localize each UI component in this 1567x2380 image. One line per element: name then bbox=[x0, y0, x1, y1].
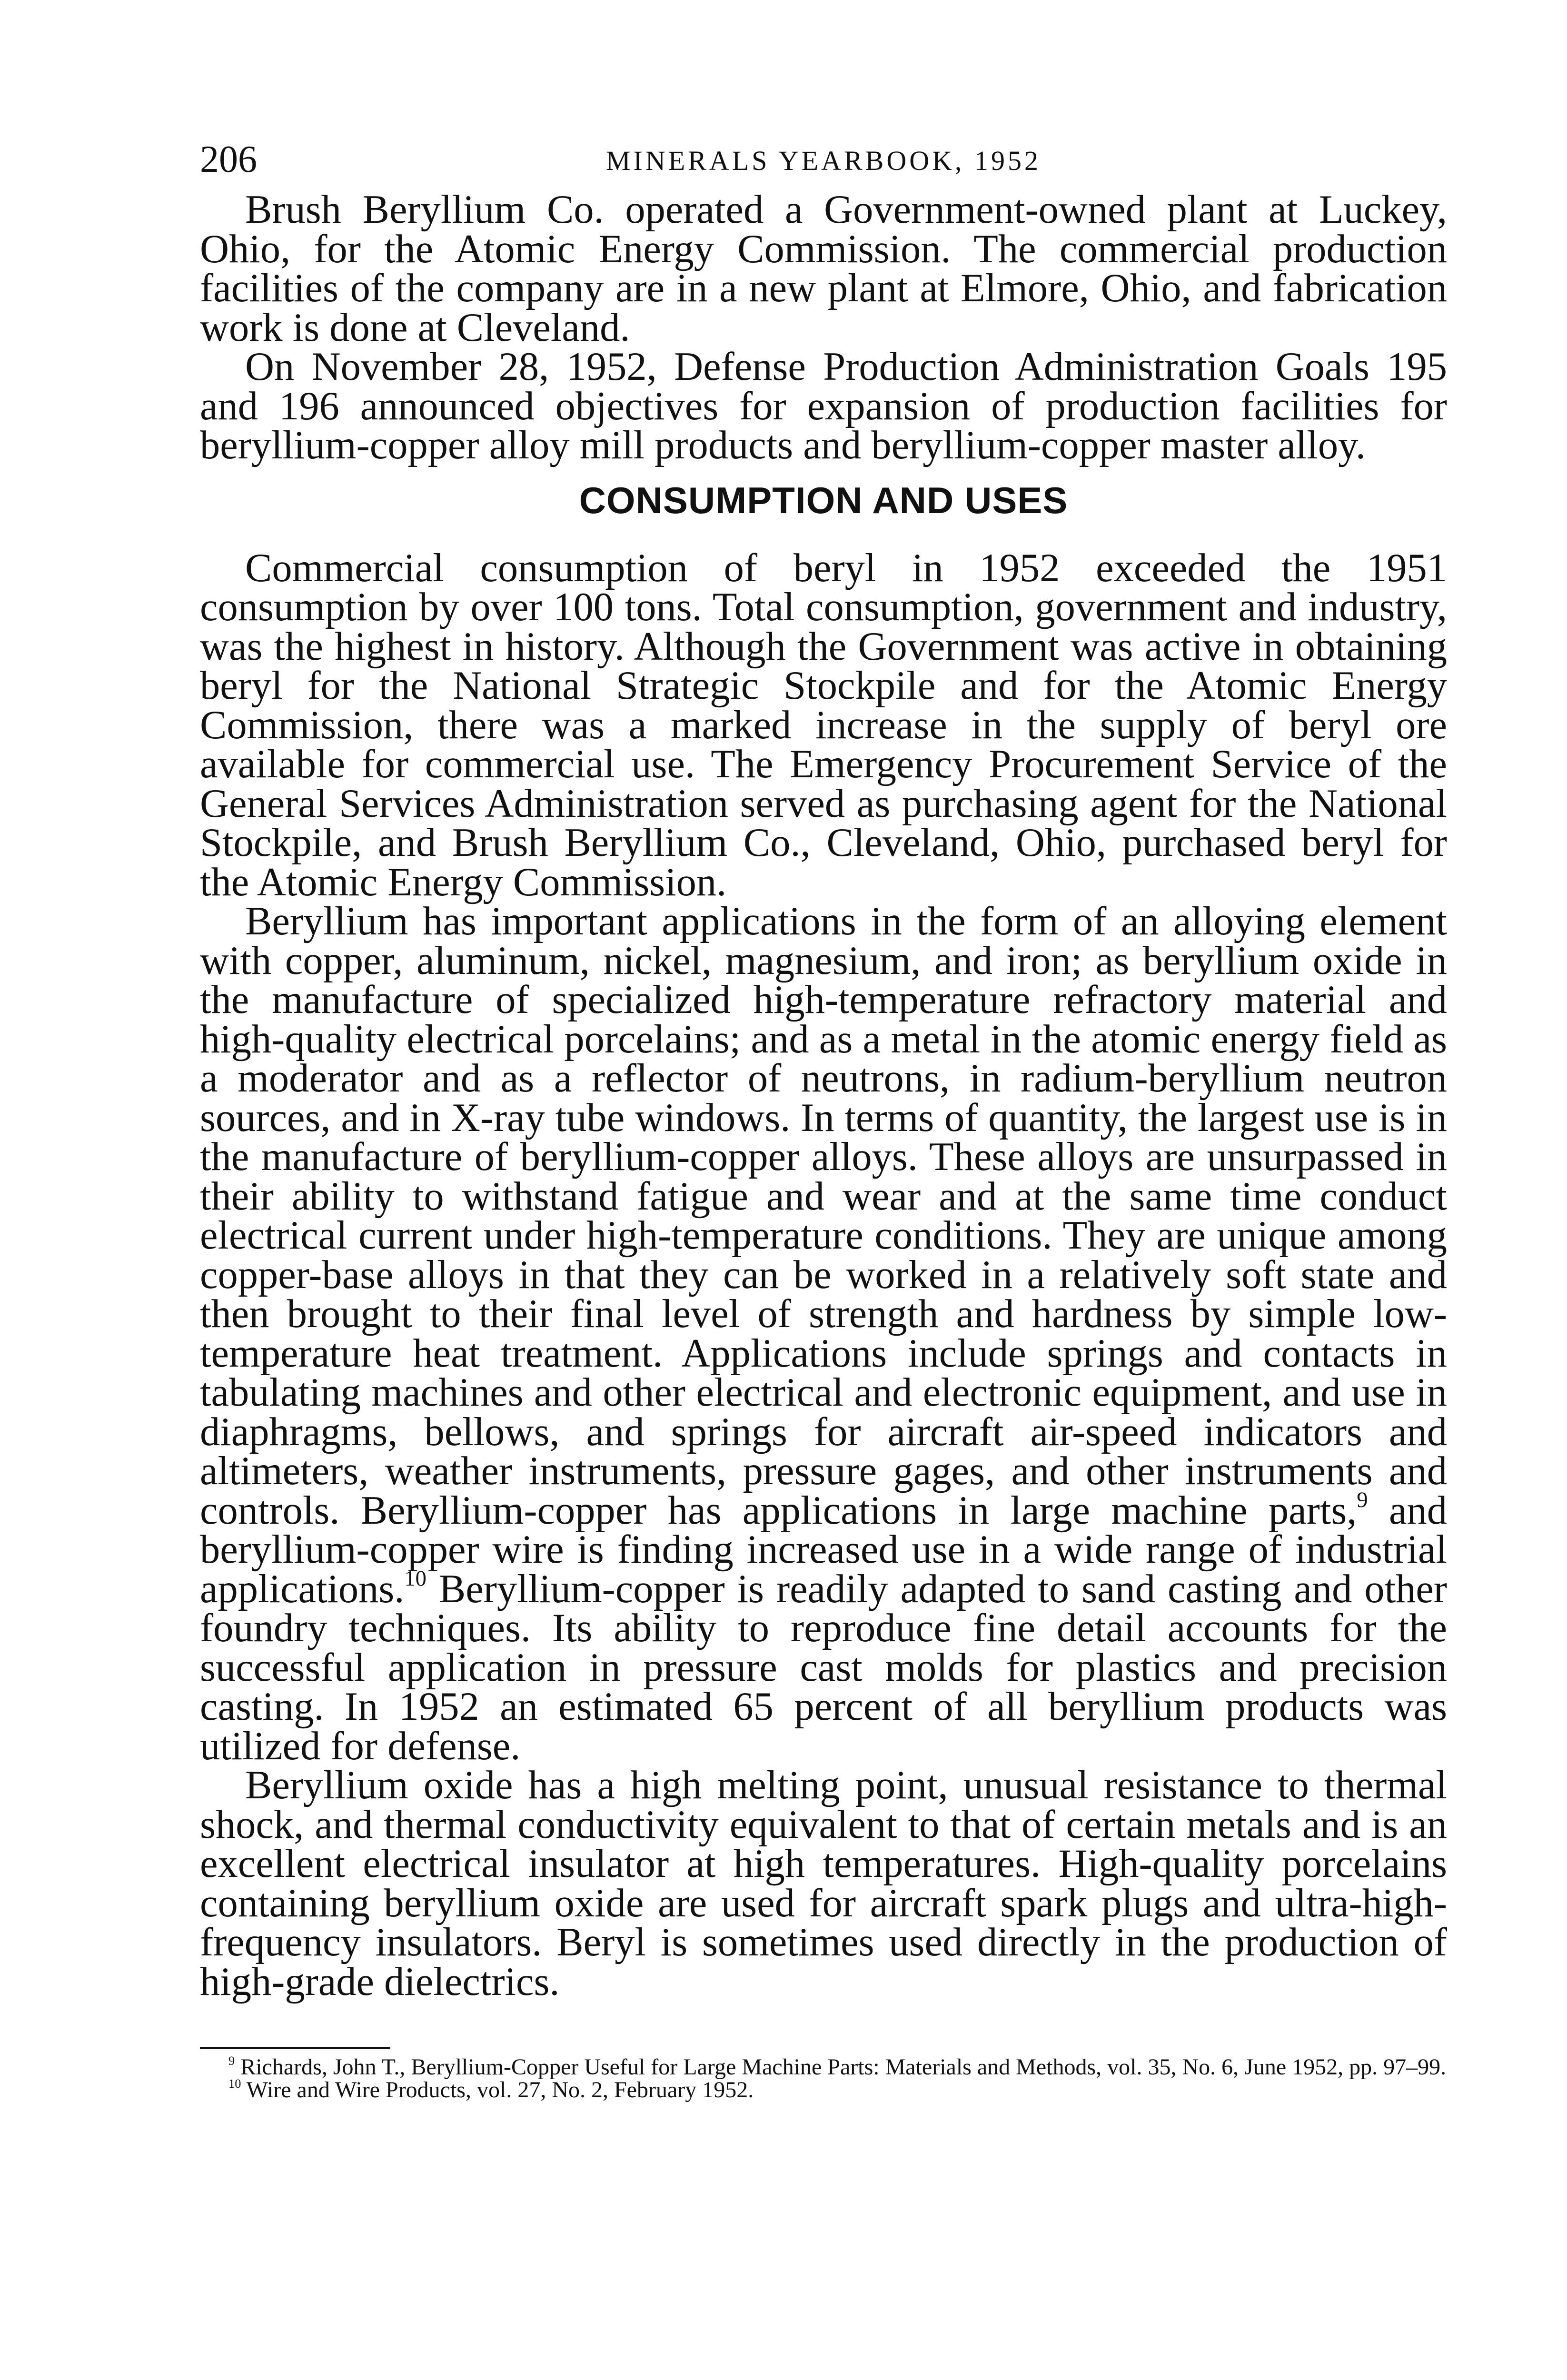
footnote-reference: 9 bbox=[1357, 1488, 1368, 1512]
paragraph-text-part: Beryllium has important applications in the form of an alloying element with copper, aluminum, nickel, magnesium, and iron; as beryllium oxide in the manufacture of specialized high-temperature refractory material and high-quality electrical porcelains; and as a metal in the atomic energy field as a moderator and as a reflector of neutrons, in radium-beryllium neutron sources, and in X-ray tube windows. In terms of quantity, the largest use is in the manufacture of beryllium-copper alloys. These alloys are unsurpassed in their ability to withstand fatigue and wear and at the same time conduct electrical current under high-temperature conditions. They are unique among copper-base alloys in that they can be worked in a relatively soft state and then brought to their final level of strength and hardness by simple low-temperature heat treatment. Applications include springs and contacts in tabulating machines and other electrical and electronic equipment, and use in diaphragms, bellows, and springs for aircraft air-speed indicators and altimeters, weather instruments, pressure gages, and other instruments and controls. Beryllium-copper has applications in large machine parts, bbox=[200, 899, 1447, 1533]
page-number: 206 bbox=[200, 139, 257, 180]
footnote-reference: 10 bbox=[404, 1566, 426, 1591]
body-text bbox=[200, 190, 1447, 2002]
paragraph-text-part: and beryllium-copper wire is finding increased use in a wide range of industrial applications. bbox=[200, 1488, 1447, 1611]
footnote-divider bbox=[200, 2047, 390, 2049]
footnotes bbox=[200, 2053, 1447, 2102]
footnote-mark: 10 bbox=[228, 2076, 241, 2091]
paragraph-beryllium-oxide: Beryllium oxide has a high melting point, unusual resistance to thermal shock, and thermal conductivity equivalent to that of certain metals and is an excellent electrical insulator at high temperatures. High-quality porcelains containing beryllium oxide are used for aircraft spark plugs and ultra-high-frequency insulators. Beryl is sometimes used directly in the production of high-grade dielectrics. bbox=[200, 1763, 1447, 2004]
paragraph-beryllium-applications bbox=[200, 899, 1447, 1768]
footnote-text: Richards, John T., Beryllium-Copper Useful for Large Machine Parts: Materials and Methods, vol. 35, No. 6, June 1952, pp. 97–99. bbox=[235, 2054, 1447, 2080]
running-header bbox=[200, 138, 1447, 190]
paragraph-brush-beryllium: Brush Beryllium Co. operated a Government-owned plant at Luckey, Ohio, for the Atomic Energy Commission. The commercial production facilities of the company are in a new plant at Elmore, Ohio, and fabrication work is done at Cleveland. bbox=[200, 188, 1447, 350]
footnote-text: Wire and Wire Products, vol. 27, No. 2, February 1952. bbox=[241, 2077, 754, 2102]
footnote-mark: 9 bbox=[228, 2053, 235, 2068]
footnote-item bbox=[200, 2053, 1447, 2080]
paragraph-commercial-consumption: Commercial consumption of beryl in 1952 exceeded the 1951 consumption by over 100 tons. Total consumption, government and industry, was the highest in history. Although the Government was active in obtaining beryl for the National Strategic Stockpile and for the Atomic Energy Commission, there was a marked increase in the supply of beryl ore available for commercial use. The Emergency Procurement Service of the General Services Administration served as purchasing agent for the National Stockpile, and Brush Beryllium Co., Cleveland, Ohio, purchased beryl for the Atomic Energy Commission. bbox=[200, 545, 1447, 904]
document-page bbox=[200, 138, 1447, 2102]
paragraph-text-part: Beryllium-copper is readily adapted to sand casting and other foundry techniques. Its ability to reproduce fine detail accounts for the successful application in pressure cast molds for plastics and precision casting. In 1952 an estimated 65 percent of all beryllium products was utilized for defense. bbox=[200, 1567, 1447, 1768]
section-heading: CONSUMPTION AND USES bbox=[579, 479, 1068, 521]
running-title: MINERALS YEARBOOK, 1952 bbox=[605, 145, 1041, 176]
paragraph-defense-production: On November 28, 1952, Defense Production Administration Goals 195 and 196 announced objectives for expansion of production facilities for beryllium-copper alloy mill products and beryllium-copper master alloy. bbox=[200, 345, 1447, 467]
footnote-item bbox=[200, 2076, 1447, 2102]
